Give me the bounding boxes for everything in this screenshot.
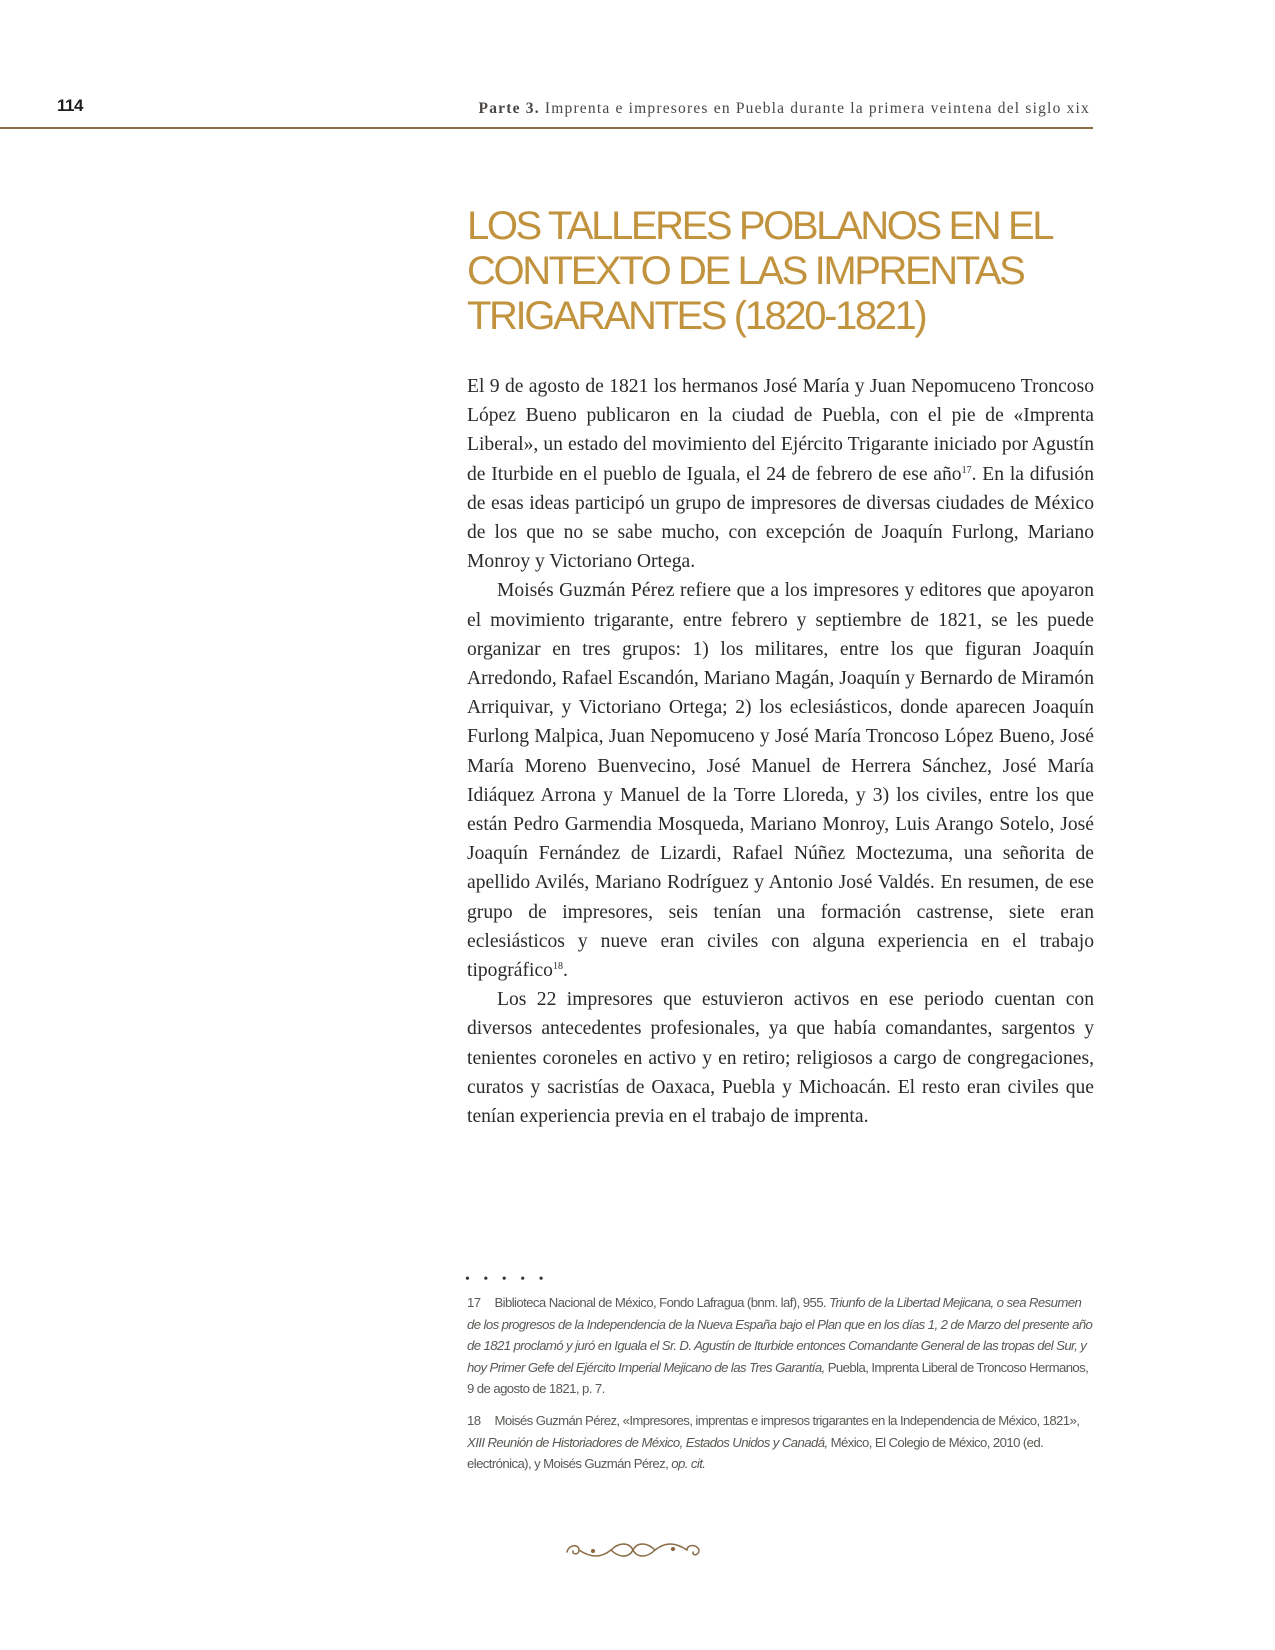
footnote-text: Puebla, Imprenta Liberal de Troncoso Hermanos, 9 de agosto de 1821, p. 7. bbox=[467, 1359, 1089, 1397]
header-rule bbox=[0, 127, 1093, 129]
footnote-18 bbox=[467, 1410, 1094, 1475]
paragraph-1-text-a: El 9 de agosto de 1821 los hermanos José María y Juan Nepomuceno Troncoso López Bueno publicaron en la ciudad de Puebla, con el pie de «Imprenta Liberal», un estado del movimiento del Ejército Trigarante iniciado por Agustín de Iturbide en el pueblo de Iguala, el 24 de febrero de ese año bbox=[467, 376, 1094, 485]
footnote-text: Moisés Guzmán Pérez, «Impresores, imprentas e impresos trigarantes en la Independencia de México, 1821», bbox=[494, 1412, 1080, 1428]
footnote-title-italic: Triunfo de la Libertad Mejicana, o sea Resumen de los progresos de la Independencia de la Nueva España bajo el Plan que en los días 1, 2 de Marzo del presente año de 1821 proclamó y juró en Iguala el Sr. D. Agustín de Iturbide entonces Comandante General de las tropas del Sur, y hoy Primer Gefe del Ejército Imperial Mejicano de las Tres Garantía, bbox=[467, 1295, 1093, 1375]
footnote-number: 17 bbox=[467, 1295, 481, 1310]
paragraph-3: Los 22 impresores que estuvieron activos en ese periodo cuentan con diversos antecedentes profesionales, ya que había comandantes, sargentos y tenientes coroneles en activo y en retiro; religiosos a cargo de congregaciones, curatos y sacristías de Oaxaca, Puebla y Michoacán. El resto eran civiles que tenían experiencia previa en el trabajo de imprenta. bbox=[467, 989, 1094, 1128]
running-head-part: Parte 3. bbox=[478, 100, 540, 117]
footnote-17 bbox=[467, 1292, 1094, 1400]
running-head-title: Imprenta e impresores en Puebla durante la primera veintena del siglo xix bbox=[544, 100, 1090, 117]
footnote-title-italic: XIII Reunión de Historiadores de México, Estados Unidos y Canadá, bbox=[467, 1434, 828, 1450]
page-number: 114 bbox=[57, 96, 83, 115]
paragraph-2-text-b: . bbox=[562, 960, 568, 982]
footnote-ref-18[interactable]: 18 bbox=[552, 961, 563, 973]
footnote-text: Biblioteca Nacional de México, Fondo Lafragua (bnm. laf), 955. bbox=[494, 1295, 830, 1310]
footnotes bbox=[467, 1292, 1094, 1485]
running-head bbox=[479, 100, 1090, 118]
paragraph-1 bbox=[467, 372, 1094, 576]
paragraph-2-text-a: Moisés Guzmán Pérez refiere que a los impresores y editores que apoyaron el movimiento trigarante, entre febrero y septiembre de 1821, se les puede organizar en tres grupos: 1) los militares, entre los que figuran Joaquín Arredondo, Rafael Escandón, Mariano Magán, Joaquín y Bernardo de Miramón Arriquivar, y Victoriano Ortega; 2) los eclesiásticos, donde aparecen Joaquín Furlong Malpica, Juan Nepomuceno y José María Troncoso López Bueno, José María Moreno Buenvecino, José Manuel de Herrera Sánchez, José María Idiáquez Arrona y Manuel de la Torre Lloreda, y 3) los civiles, entre los que están Pedro Garmendia Mosqueda, Mariano Monroy, Luis Arango Sotelo, José Joaquín Fernández de Lizardi, Rafael Núñez Moctezuma, una señorita de apellido Avilés, Mariano Rodríguez y Antonio José Valdés. En resumen, de ese grupo de impresores, seis tenían una formación castrense, siete eran eclesiásticos y nueve eran civiles con alguna experiencia en el trabajo tipográfico bbox=[467, 580, 1094, 982]
footnote-ref-17[interactable]: 17 bbox=[961, 464, 972, 476]
footnote-number: 18 bbox=[467, 1412, 481, 1428]
chapter-title: LOS TALLERES POBLANOS EN EL CONTEXTO DE LAS IMPRENTAS TRIGARANTES (1820-1821) bbox=[467, 204, 1051, 338]
body-text bbox=[467, 372, 1094, 1131]
flourish-ornament-icon bbox=[563, 1536, 703, 1564]
footnote-text: México, El Colegio de México, 2010 (ed. electrónica), y Moisés Guzmán Pérez, bbox=[467, 1434, 1044, 1472]
footnote-opcit-italic: op. cit. bbox=[671, 1456, 706, 1472]
paragraph-1-text-b: . En la difusión de esas ideas participó un grupo de impresores de diversas ciudades de México de los que no se sabe mucho, con excepción de Joaquín Furlong, Mariano Monroy y Victoriano Ortega. bbox=[467, 463, 1094, 573]
paragraph-2 bbox=[467, 576, 1094, 985]
footnote-separator: • • • • • bbox=[465, 1272, 549, 1287]
